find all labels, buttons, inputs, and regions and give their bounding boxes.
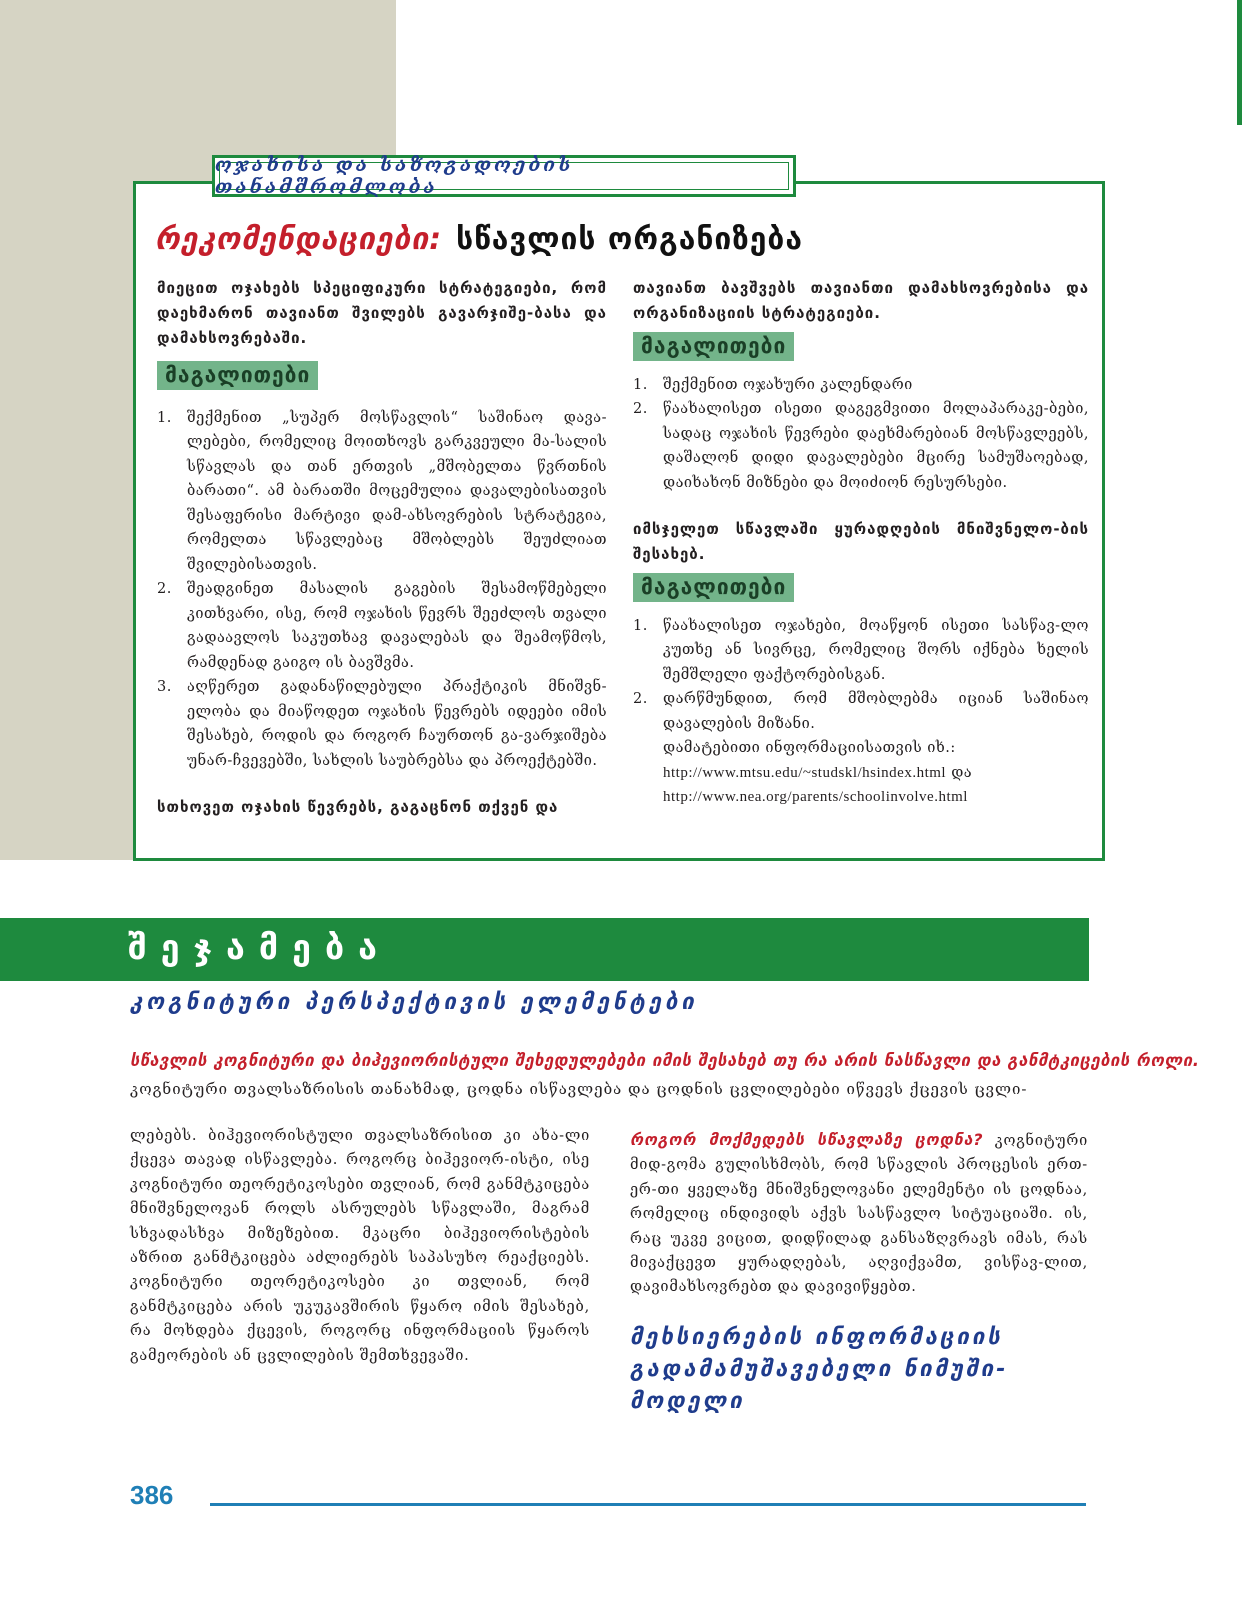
intro-line: კოგნიტური თვალსაზრისის თანახმად, ცოდნა ისწავლება და ცოდნის ცვლილებები იწვევს ქცევის ცვლი- — [130, 1080, 1028, 1098]
box-left-column — [157, 276, 607, 820]
edge-accent-bar — [1237, 0, 1242, 125]
item-text: წაახალისეთ ისეთი დაგეგმვითი მოლაპარაკე-ბები, სადაც ოჯახის წევრები დაეხმარებიან მოსწავლეებს, დაშალონ დიდი დავალებები მცირე სამუშაოებად, დაიხახონ მიზნები და მოიძიონ რესურსები. — [663, 401, 1089, 491]
item-text: შექმენით ოჯახური კალენდარი — [663, 376, 913, 393]
recommendations-topic: სწავლის ორგანიზება — [456, 222, 803, 257]
list-item — [157, 406, 607, 578]
section-subtitle: კოგნიტური პერსპექტივის ელემენტები — [130, 990, 698, 1015]
left-intro: მიეცით ოჯახებს სპეციფიკური სტრატეგიები, რომ დაეხმარონ თავიანთ შვილებს გავარჯიშე-ბასა და დამახსოვრებაში. — [157, 279, 607, 347]
list-item — [633, 373, 1089, 398]
item-text: წაახალისეთ ოჯახები, მოაწყონ ისეთი სასწავ-ლო კუთხე ან სივრცე, რომელიც შორს იქნება ხელის შემშლელი ფაქტორებისგან. — [663, 617, 1089, 683]
item-text: შეადგინეთ მასალის გაგების შესამოწმებელი კითხვარი, ისე, რომ ოჯახის წევრს შეეძლოს თვალი გადაავლოს საკუთხავ დავალებას და შეამოწმოს, რამდენად გაიგო ის ბავშვმა. — [187, 581, 607, 671]
box-right-column — [633, 276, 1089, 810]
examples-tag: მაგალითები — [633, 573, 794, 602]
list-item — [633, 397, 1089, 495]
left-body-text: ლებებს. ბიჰევიორისტული თვალსაზრისით კი ახა-ლი ქცევა თავად ისწავლება. როგორც ბიჰევიორ-ისტი, ისე კოგნიტური თეორეტიკოსები თვლიან, რომ განმტკიცება მნიშვნელოვან როლს ასრულებს სწავლაში, მაგრამ სხვადასხვა მიზეზებით. მკაცრი ბიჰევიორისტების აზრით განმტკიცება აძლიერებს საპასუხო რეაქციებს. კოგნიტური თეორეტიკოსები კი თვლიან, რომ განმტკიცება არის უკუკავშირის წყარო იმის შესახებ, რა მოხდება ქცევის, როგორც ინფორმაციის წყაროს გამეორების ან ცვლილების შემთხვევაში. — [130, 1128, 590, 1364]
list-item — [157, 577, 607, 675]
right-mid: იმსჯელეთ სწავლაში ყურადღების მნიშვნელო-ბის შესახებ. — [633, 520, 1089, 563]
item-number: 1. — [633, 617, 648, 634]
tab-title: ოჯახისა და საზოგადოების თანამშრომლობა — [215, 154, 574, 198]
summary-title: შეჯამება — [128, 928, 392, 968]
item-number: 2. — [633, 691, 648, 707]
right-body-text — [630, 1128, 1088, 1300]
right-body-content: კოგნიტური მიდ-გომა გულისხმობს, რომ სწავლის პროცესის ერთ-ერ-თი ყველაზე მნიშვნელოვანი ელემენტი ის ცოდნაა, რომელიც ინდივიდს აქვს სასწავლო სიტუაციაში. ის, რაც უკვე ვიცით, დიდწილად განსაზღვრავს იმას, რას მივაქცევთ ყურადღებას, აღვიქვამთ, ვისწავ-ლით, დავიმახსოვრებთ და დავივიწყებთ. — [630, 1133, 1088, 1296]
item-text: შექმენით „სუპერ მოსწავლის“ საშინაო დავა-ლებები, რომელიც მოითხოვს გარკვეული მა-სალის სწავლას და თან ერთვის „მშობელთა წვრთნის ბარათი“. ამ ბარათში მოცემულია დავალებისათვის შესაფერისი მარტივი დამ-ახსოვრების სტრატეგია, რომელთა სწავლებაც მშობლებს შეუძლიათ შვილებისათვის. — [187, 409, 607, 573]
right-examples-list-1 — [633, 373, 1089, 496]
recommendations-label: რეკომენდაციები: — [155, 222, 443, 257]
item-number: 1. — [157, 409, 172, 426]
list-item — [157, 675, 607, 773]
item-number: 2. — [633, 401, 648, 417]
recommendations-title — [155, 222, 803, 257]
question-heading: როგორ მოქმედებს სწავლაზე ცოდნა? — [630, 1130, 984, 1149]
link-conjunction: და — [951, 764, 973, 781]
item-text: დარწმუნდით, რომ მშობლებმა იციან საშინაო დავალების მიზანი. — [663, 691, 1089, 732]
page-number: 386 — [130, 1480, 174, 1510]
recommendations-box-tab — [212, 155, 796, 197]
left-examples-list — [157, 406, 607, 774]
left-outro: სთხოვეთ ოჯახის წევრებს, გაგაცნონ თქვენ და — [157, 798, 559, 816]
model-title: მეხსიერების ინფორმაციის გადამამუშავებელი ნიმუში-მოდელი — [630, 1325, 1009, 1414]
right-examples-list-2 — [633, 614, 1089, 810]
item-number: 1. — [633, 376, 648, 393]
resource-link-2[interactable]: http://www.nea.org/parents/schoolinvolve.html — [663, 789, 968, 805]
examples-tag: მაგალითები — [633, 332, 794, 361]
examples-tag: მაგალითები — [157, 361, 318, 390]
item-text: აღწერეთ გადანაწილებული პრაქტიკის მნიშვნ-ელობა და მიაწოდეთ ოჯახის წევრებს იდეები იმის შესახებ, როდის და როგორ ჩაურთონ გა-ვარჯიშება უნარ-ჩვევებში, სახლის საუბრებსა და პროექტებში. — [187, 679, 607, 769]
red-heading: სწავლის კოგნიტური და ბიჰევიორისტული შეხედულებები იმის შესახებ თუ რა არის ნასწავლი და განმტკიცების როლი. — [130, 1051, 1200, 1070]
list-item — [633, 614, 1089, 688]
more-info-text: დამატებითი ინფორმაციისათვის იხ.: — [663, 740, 956, 756]
footer-rule — [210, 1503, 1086, 1506]
list-item — [633, 687, 1089, 810]
item-number: 3. — [157, 679, 172, 695]
right-intro: თავიანთ ბავშვებს თავიანთი დამახსოვრებისა და ორგანიზაციის სტრატეგიები. — [633, 279, 1089, 322]
item-number: 2. — [157, 581, 172, 597]
resource-link-1[interactable]: http://www.mtsu.edu/~studskl/hsindex.html — [663, 764, 947, 781]
